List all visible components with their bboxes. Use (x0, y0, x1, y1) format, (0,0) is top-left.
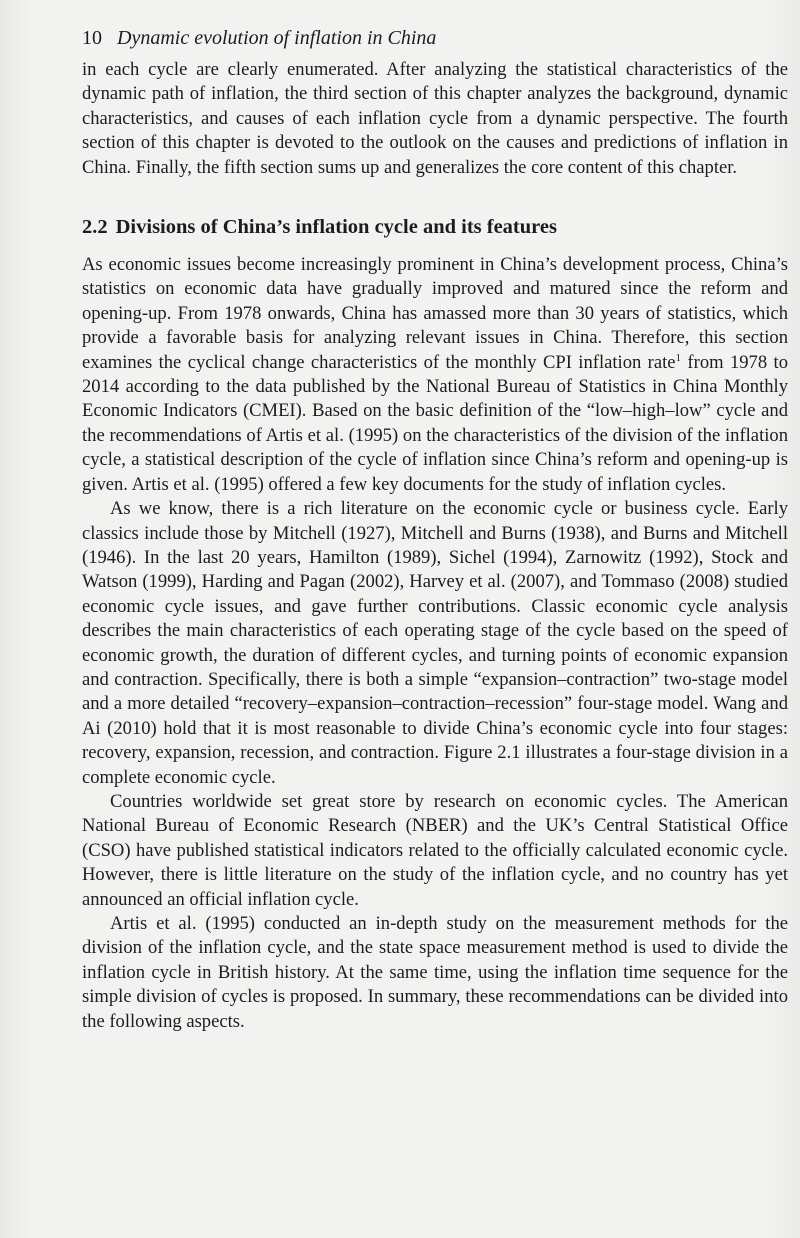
section-number: 2.2 (82, 216, 108, 239)
paragraph-4: Artis et al. (1995) conducted an in-depth study on the measurement methods for the division of the inflation cycle, and the state space measurement method is used to divide the inflation cycle in British history. At the same time, using the inflation time sequence for the simple division of cycles is proposed. In summary, these recommendations can be divided into the following aspects. (82, 913, 788, 1032)
paragraph-1-text-a: As economic issues become increasingly prominent in China’s development process, China’s statistics on economic data have gradually improved and matured since the reform and opening-up. From 1978 onwards, China has amassed more than 30 years of statistics, which provide a favorable basis for analyzing relevant issues in China. Therefore, this section examines the cyclical change characteristics of the monthly CPI inflation rate (82, 254, 788, 373)
book-title: Dynamic evolution of inflation in China (117, 27, 437, 49)
page-number: 10 (82, 27, 102, 49)
paragraph-3: Countries worldwide set great store by research on economic cycles. The American National Bureau of Economic Research (NBER) and the UK’s Central Statistical Office (CSO) have published statistical indicators related to the officially calculated economic cycle. However, there is little literature on the study of the inflation cycle, and no country has yet announced an official inflation cycle. (82, 790, 788, 910)
section-heading (82, 213, 788, 241)
section-title: Divisions of China’s inflation cycle and its features (115, 216, 557, 239)
paragraph-continued: in each cycle are clearly enumerated. After analyzing the statistical characteristics of the dynamic path of inflation, the third section of this chapter analyzes the background, dynamic characteristics, and causes of each inflation cycle from a dynamic perspective. The fourth section of this chapter is devoted to the outlook on the causes and predictions of inflation in China. Finally, the fifth section sums up and generalizes the core content of this chapter. (82, 59, 788, 178)
running-head (82, 24, 788, 52)
paragraph-2: As we know, there is a rich literature on the economic cycle or business cycle. Early classics include those by Mitchell (1927), Mitchell and Burns (1938), and Burns and Mitchell (1946). In the last 20 years, Hamilton (1989), Sichel (1994), Zarnowitz (1992), Stock and Watson (1999), Harding and Pagan (2002), Harvey et al. (2007), and Tommaso (2008) studied economic cycle issues, and gave further contributions. Classic economic cycle analysis describes the main characteristics of each operating stage of the cycle based on the speed of economic growth, the duration of different cycles, and turning points of economic expansion and contraction. Specifically, there is both a simple “expansion–contraction” two-stage model and a more detailed “recovery–expansion–contraction–recession” four-stage model. Wang and Ai (2010) hold that it is most reasonable to divide China’s economic cycle into four stages: recovery, expansion, recession, and contraction. Figure 2.1 illustrates a four-stage division in a complete economic cycle. (82, 498, 788, 788)
paragraph-1 (82, 253, 788, 497)
footnote-marker: 1 (675, 351, 682, 364)
paragraph-1-text-b: from 1978 to 2014 according to the data published by the National Bureau of Statistics in China Monthly Economic Indicators (CMEI). Based on the basic definition of the “low–high–low” cycle and the recommendations of Artis et al. (1995) on the characteristics of the division of the inflation cycle, a statistical description of the cycle of inflation since China’s reform and opening-up is given. Artis et al. (1995) offered a few key documents for the study of inflation cycles. (82, 351, 788, 495)
